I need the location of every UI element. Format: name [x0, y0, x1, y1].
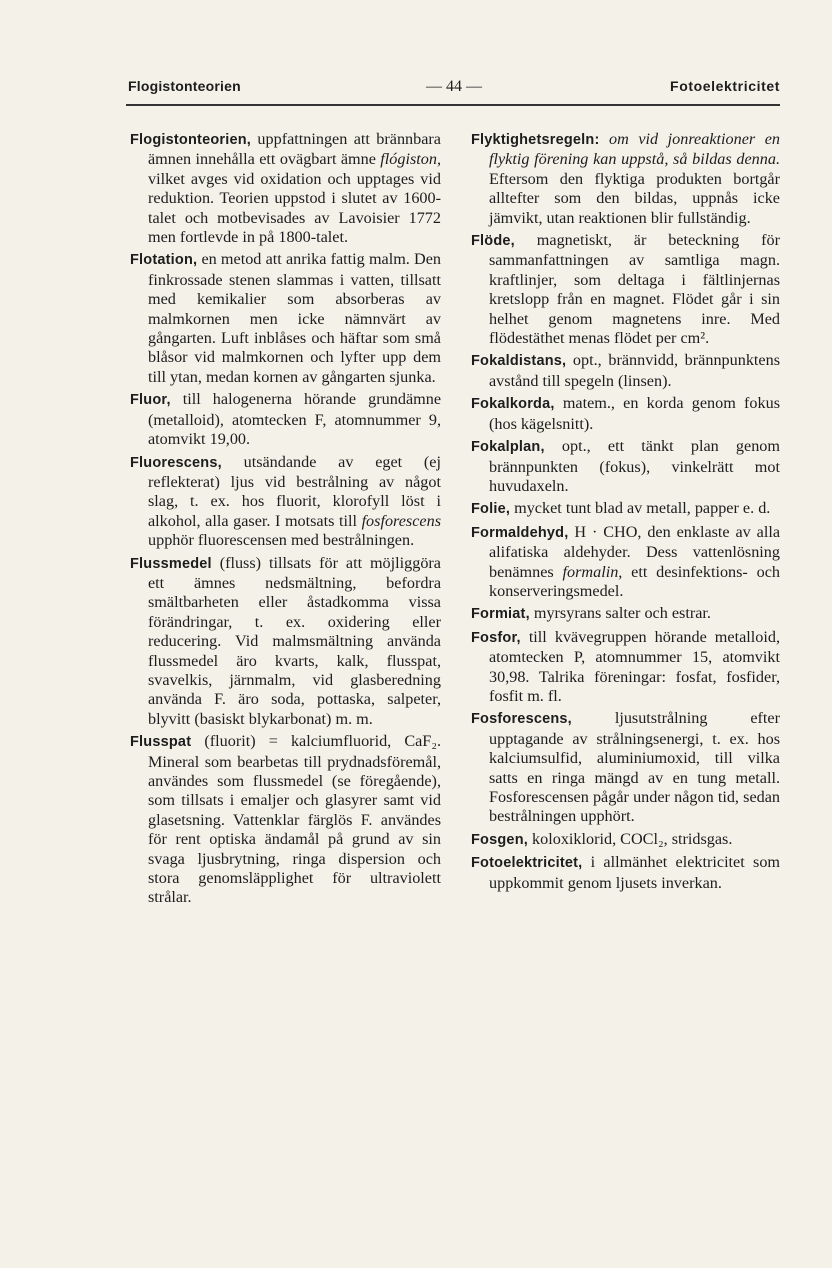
entry-definition: till kvävegruppen hörande metalloid, atomtecken P, atomnummer 15, atomvikt 30,98. Talrika föreningar: fosfat, fosfider, fosfit m. fl.: [489, 627, 780, 705]
entry-definition: (fluss) tillsats för att möjliggöra ett ämnes nedsmältning, befordra smältbarheten eller åstadkomma vissa förändringar, t. ex. oxidering eller reducering. Vid malmsmältning använda flussmedel äro kvarts, kalk, flusspat, svavelkis, järnmalm, vid glasberedning använda F. äro soda, pottaska, salpeter, blyvitt (basiskt blykarbonat) m. m.: [148, 553, 441, 728]
entry-definition: mycket tunt blad av metall, papper e. d.: [514, 499, 771, 518]
entry-definition: myrsyrans salter och estrar.: [533, 604, 711, 623]
entry-term: Fosforescens,: [471, 711, 572, 728]
entry-definition-continued: Eftersom den flyktiga produkten bortgår alltefter som den bildas, uppnås icke jämvikt, utan reaktionen blir fullständig.: [489, 169, 780, 227]
dictionary-entry: [471, 437, 780, 496]
entry-term: Fokaldistans,: [471, 353, 567, 370]
dictionary-entry: [130, 130, 441, 247]
dictionary-entry: [471, 130, 780, 228]
entry-term: Fluor,: [130, 392, 171, 409]
entry-definition: uppfattningen att brännbara ämnen innehålla ett ovägbart ämne: [148, 130, 441, 169]
entry-term: Formaldehyd,: [471, 524, 569, 541]
entry-definition-emphasis: formalin,: [562, 562, 623, 581]
entry-term: Folie,: [471, 501, 511, 518]
dictionary-entry: [471, 394, 780, 434]
entry-definition: en metod att anrika fattig malm. Den finkrossade stenen slammas i vatten, tillsatt med kemikalier som absorberas av malmkornen men icke nämnvärt av gångarten. Luft inblåses och häftar som små blåsor vid malmkornen och lyfter upp dem till ytan, medan kornen av gångarten sjunka.: [148, 250, 442, 386]
page-number: — 44 —: [426, 78, 482, 95]
entry-term: Flussmedel: [130, 555, 212, 572]
entry-definition: (fluorit) = kalciumfluorid, CaF₂. Mineral som bearbetas till prydnadsföremål, användes som flussmedel (se föregående), som tillsats i emaljer och glasyrer samt vid glasetsning. Vattenklar färglös F. användes för rent optiska ändamål på grund av sin svaga ljusbrytning, ringa dispersion och stora genomsläpplighet för ultraviolett strålar.: [148, 732, 442, 907]
dictionary-entry: [471, 499, 780, 519]
entry-definition: koloxiklorid, COCl₂, stridsgas.: [532, 829, 733, 848]
dictionary-entry: [471, 709, 780, 826]
entry-term: Fosfor,: [471, 629, 521, 646]
entry-definition: utsändande av eget (ej reflekterat) ljus vid bestrålning av något slag, t. ex. hos fluorit, klorofyll löst i alkohol, alla gaser. I motsats till: [148, 452, 441, 530]
dictionary-entry: [130, 732, 441, 908]
page-header: [128, 78, 780, 100]
entry-term: Flyktighetsregeln:: [471, 132, 600, 148]
dictionary-entry: [471, 604, 780, 624]
entry-term: Fluorescens,: [130, 454, 222, 471]
entry-definition-continued: upphör fluorescensen med bestrålningen.: [148, 531, 415, 550]
entry-term: Flusspat: [130, 734, 192, 751]
entry-term: Flöde,: [471, 233, 515, 250]
entry-term: Fotoelektricitet,: [471, 855, 583, 872]
dictionary-entry: [130, 554, 441, 730]
entry-definition: matem., en korda genom fokus (hos kägelsnitt).: [489, 394, 780, 433]
dictionary-entry: [471, 523, 780, 602]
entry-definition: opt., ett tänkt plan genom brännpunkten (fokus), vinkelrätt mot huvudaxeln.: [489, 437, 780, 495]
dictionary-entry: [471, 853, 780, 893]
entry-term: Fosgen,: [471, 831, 528, 848]
header-last-entry: Fotoelektricitet: [670, 78, 780, 94]
dictionary-entry: [471, 628, 780, 707]
entry-term: Fokalkorda,: [471, 396, 555, 413]
dictionary-entry: [471, 830, 780, 850]
entry-definition-emphasis: fosforescens: [361, 511, 441, 530]
entry-definition-continued: vilket avges vid oxidation och upptages vid reduktion. Teorien uppstod i slutet av 1600-talet och motbevisades av Lavoisier 1772 men fortlevde in på 1800-talet.: [148, 169, 441, 247]
entry-definition-emphasis: flógiston,: [380, 150, 442, 169]
entry-term: Fokalplan,: [471, 439, 545, 456]
entry-definition: till halogenerna hörande grundämne (metalloid), atomtecken F, atomnummer 9, atomvikt 19,00.: [148, 390, 442, 449]
entry-term: Flogistonteorien,: [130, 132, 252, 148]
dictionary-entry: [471, 351, 780, 391]
entry-definition: magnetiskt, är beteckning för sammanfattningen av samtliga magn. kraftlinjer, som deltaga i fältlinjernas kretslopp från en magnet. Flödet går i sin helhet genom magnetens inre. Med flödestäthet menas flödet per cm².: [489, 231, 780, 348]
entry-term: Flotation,: [130, 252, 198, 269]
dictionary-entry: [130, 453, 441, 551]
entry-definition: i allmänhet elektricitet som uppkommit genom ljusets inverkan.: [489, 853, 781, 892]
dictionary-entry: [130, 250, 441, 387]
entry-definition: opt., brännvidd, brännpunktens avstånd till spegeln (linsen).: [489, 351, 780, 390]
dictionary-entry: [471, 231, 780, 348]
left-column: [130, 130, 441, 911]
header-first-entry: Flogistonteorien: [128, 78, 241, 94]
entry-definition-emphasis: om vid jonreaktioner en flyktig förening kan uppstå, så bildas denna.: [489, 130, 781, 169]
entry-definition: ljusutstrålning efter upptagande av strålningsenergi, t. ex. hos kalciumsulfid, aluminiumoxid, till vilka satts en ringa mängd av en tung metall. Fosforescensen pågår under någon tid, sedan bestrålningen upphört.: [489, 709, 781, 826]
right-column: [471, 130, 780, 896]
entry-term: Formiat,: [471, 606, 530, 623]
entry-definition-continued: ett desinfektions- och konserveringsmedel.: [489, 562, 780, 600]
entry-definition: H · CHO, den enklaste av alla alifatiska aldehyder. Dess vattenlösning benämnes: [489, 522, 781, 581]
header-rule: [126, 104, 780, 106]
dictionary-entry: [130, 390, 441, 449]
